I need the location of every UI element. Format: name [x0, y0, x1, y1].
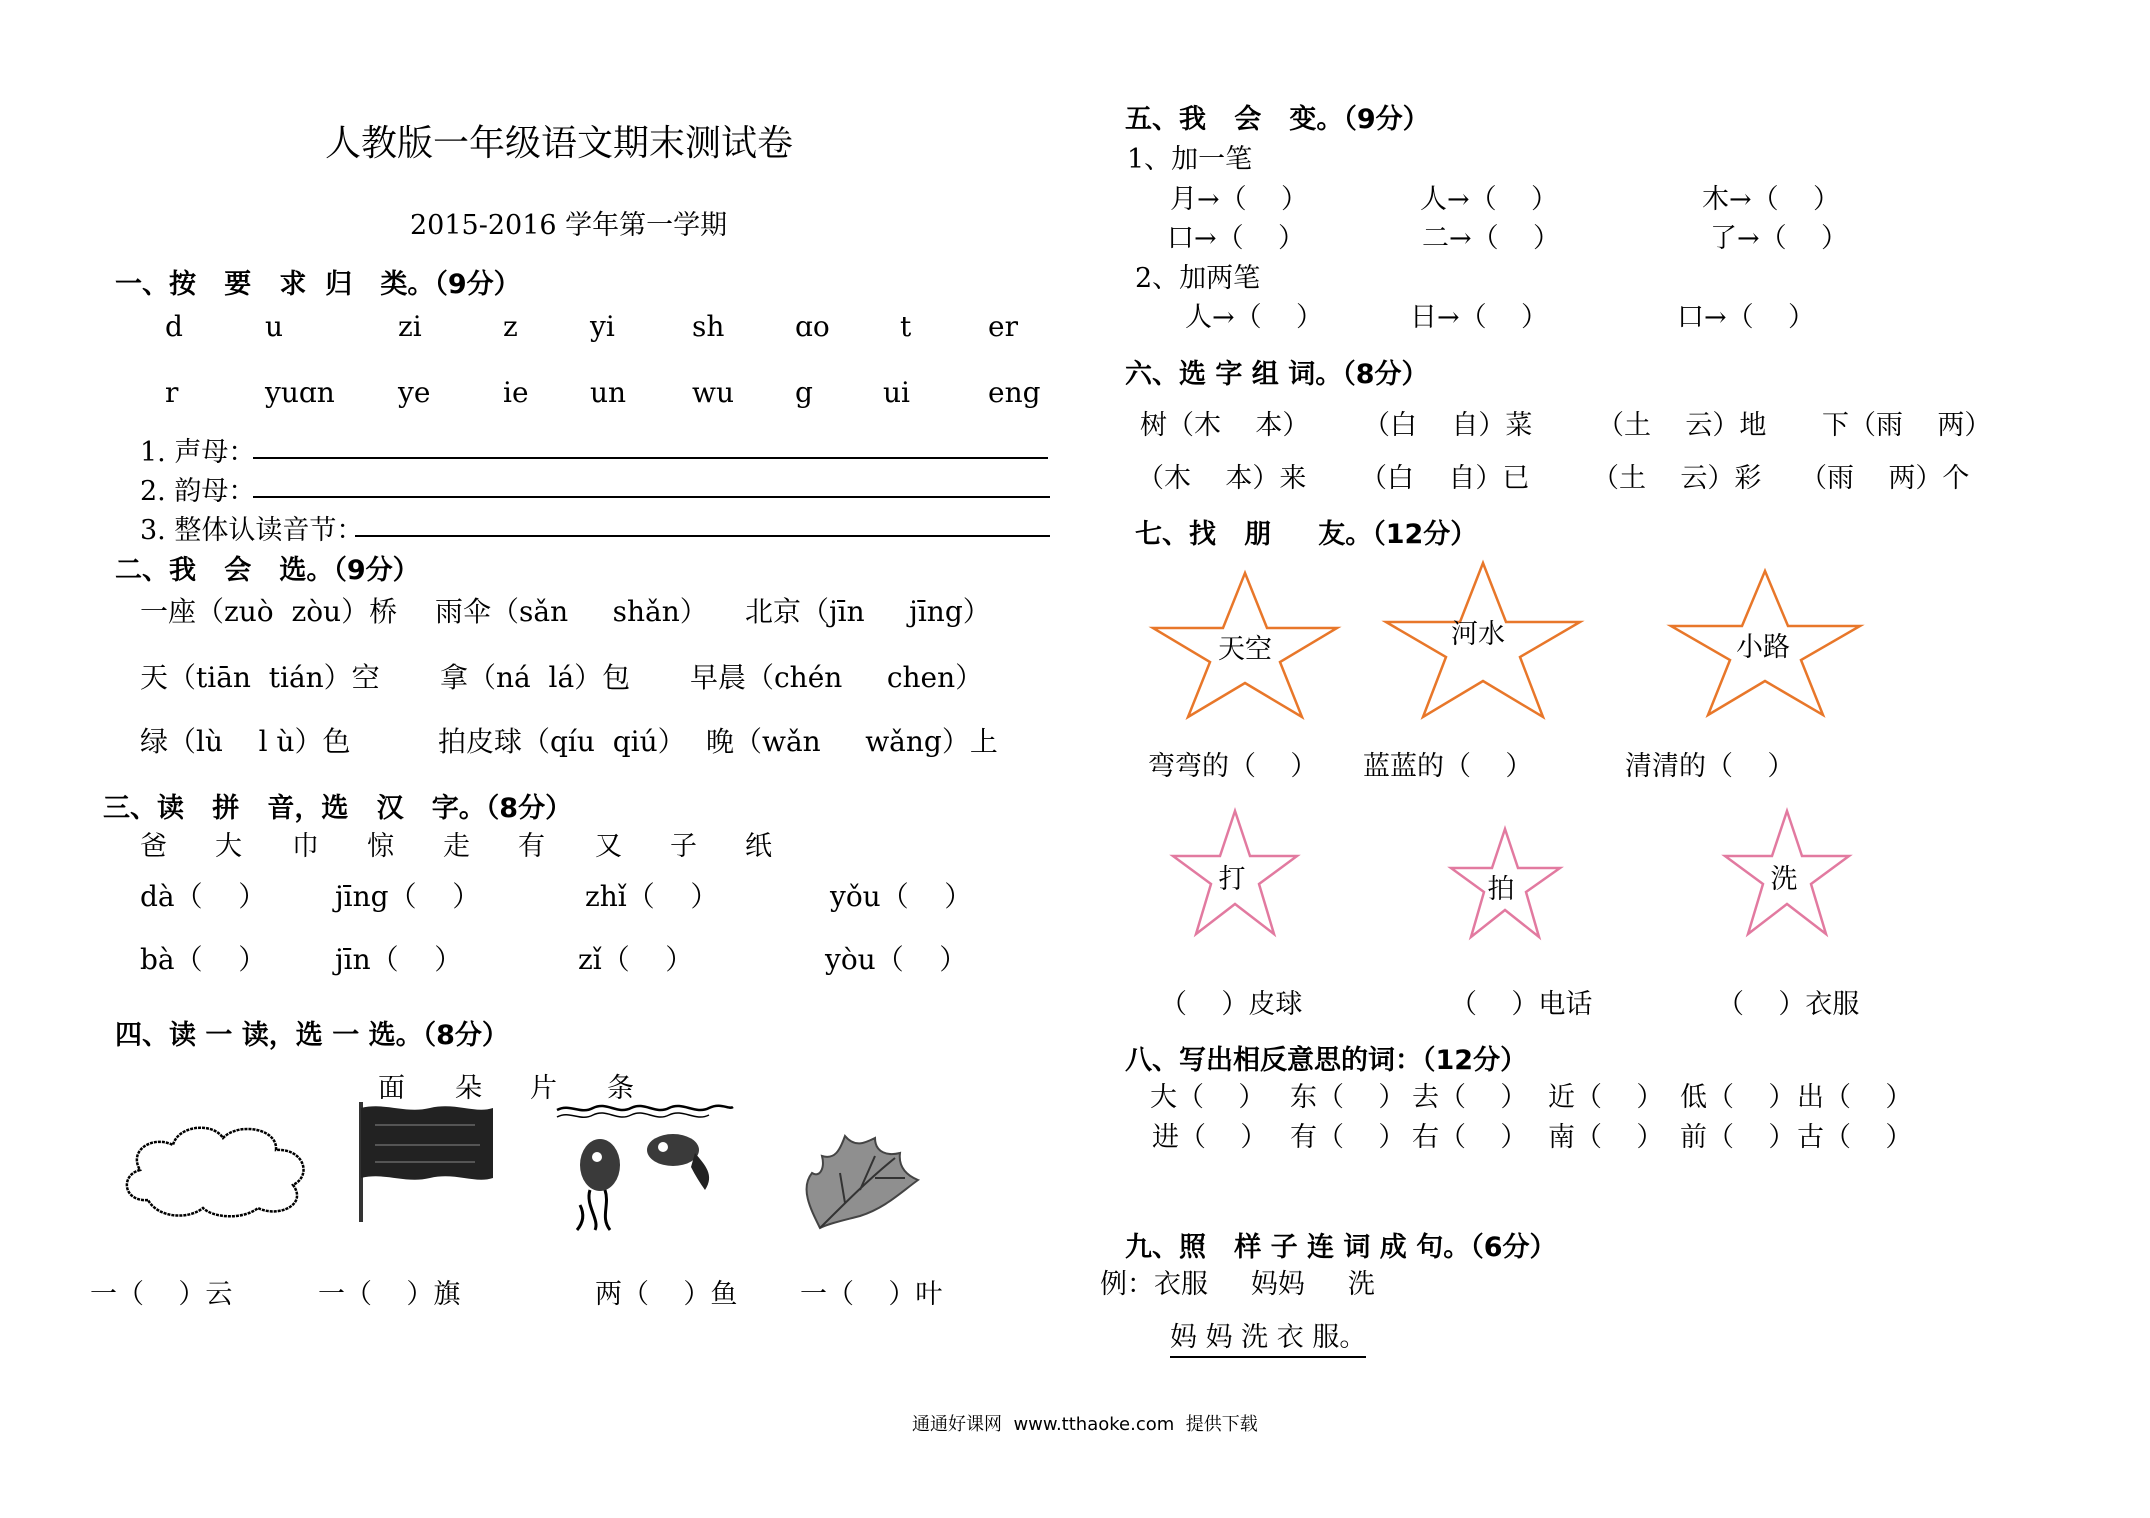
- stroke-blank[interactable]: 口→（ ）: [1167, 223, 1305, 254]
- pinyin-blank[interactable]: zǐ（ ）: [578, 943, 694, 976]
- star-pai[interactable]: [1448, 826, 1563, 941]
- pinyin-item: yi: [590, 310, 615, 343]
- pinyin-item: wu: [692, 376, 734, 409]
- bank-char: 子: [670, 831, 697, 862]
- star-xi[interactable]: [1722, 808, 1852, 938]
- pinyin-item: z: [503, 310, 518, 343]
- star-label: 打: [1218, 864, 1246, 895]
- stroke-blank[interactable]: 人→（ ）: [1420, 184, 1558, 215]
- stroke-blank[interactable]: 月→（ ）: [1170, 184, 1308, 215]
- choice-item[interactable]: 北京（jīn jīng）: [745, 595, 991, 628]
- pinyin-item: ɑo: [795, 310, 830, 343]
- antonym-blank[interactable]: 大（ ）: [1150, 1082, 1266, 1113]
- consonant-label: 1. 声母：: [140, 437, 256, 468]
- stroke-blank[interactable]: 二→（ ）: [1422, 223, 1560, 254]
- friend-phrase[interactable]: 蓝蓝的（ ）: [1363, 751, 1533, 782]
- page-subtitle: 2015-2016 学年第一学期: [410, 210, 728, 241]
- friend-phrase[interactable]: （ ）电话: [1450, 989, 1593, 1020]
- vowel-label: 2. 韵母：: [140, 476, 256, 507]
- choice-item[interactable]: 天（tiān tián）空: [140, 661, 380, 694]
- bank-char: 走: [443, 831, 470, 862]
- section-2-heading: 二、我 会 选。（9分）: [115, 555, 420, 586]
- star-xiaolu[interactable]: [1668, 568, 1863, 718]
- section-7-heading: 七、找 朋 友。（12分）: [1135, 519, 1478, 550]
- pinyin-item: u: [265, 310, 284, 343]
- stroke-blank[interactable]: 口→（ ）: [1677, 302, 1815, 333]
- antonym-blank[interactable]: 前（ ）: [1680, 1122, 1796, 1153]
- measure-word: 面: [378, 1073, 405, 1104]
- bank-char: 大: [215, 831, 242, 862]
- cloud-icon: [118, 1120, 313, 1220]
- leaf-icon: [800, 1128, 920, 1233]
- pinyin-blank[interactable]: bà（ ）: [140, 943, 267, 976]
- friend-phrase[interactable]: 弯弯的（ ）: [1148, 751, 1318, 782]
- choice-item[interactable]: 拍皮球（qíu qiú）: [438, 725, 686, 758]
- measure-word: 条: [607, 1073, 634, 1104]
- friend-phrase[interactable]: 清清的（ ）: [1625, 751, 1795, 782]
- pinyin-blank[interactable]: yǒu（ ）: [830, 880, 973, 913]
- section-4-heading: 四、读 一 读，选 一 选。（8分）: [115, 1020, 509, 1051]
- star-da[interactable]: [1170, 808, 1300, 938]
- syllable-answer-line[interactable]: [355, 535, 1050, 537]
- pinyin-item: ye: [398, 376, 431, 409]
- word-choice[interactable]: 下（雨 两）: [1822, 410, 1992, 441]
- pinyin-item: er: [988, 310, 1018, 343]
- star-label: 洗: [1770, 864, 1798, 895]
- pinyin-blank[interactable]: jīn（ ）: [335, 943, 463, 976]
- consonant-answer-line[interactable]: [253, 457, 1048, 459]
- word-choice[interactable]: （土 云）彩: [1592, 463, 1762, 494]
- antonym-blank[interactable]: 右（ ）: [1412, 1122, 1528, 1153]
- antonym-blank[interactable]: 南（ ）: [1548, 1122, 1664, 1153]
- section-6-heading: 六、选 字 组 词。（8分）: [1125, 359, 1429, 390]
- antonym-blank[interactable]: 古（ ）: [1797, 1122, 1913, 1153]
- word-choice[interactable]: （雨 两）个: [1800, 463, 1970, 494]
- stroke-blank[interactable]: 木→（ ）: [1702, 184, 1840, 215]
- pinyin-blank[interactable]: zhǐ（ ）: [585, 880, 719, 913]
- syllable-label: 3. 整体认读音节：: [140, 515, 364, 546]
- bank-char: 纸: [745, 831, 772, 862]
- bank-char: 又: [595, 831, 622, 862]
- pinyin-item: t: [900, 310, 912, 343]
- word-choice[interactable]: 树（木 本）: [1140, 410, 1310, 441]
- bank-char: 有: [518, 831, 545, 862]
- stroke-blank[interactable]: 了→（ ）: [1710, 223, 1848, 254]
- star-label: 河水: [1451, 619, 1505, 650]
- footer-credit: 通通好课网 www.tthaoke.com 提供下载: [912, 1414, 1258, 1435]
- pinyin-item: un: [590, 376, 627, 409]
- sentence-answer: 妈 妈 洗 衣 服。: [1170, 1315, 1366, 1358]
- bank-char: 惊: [367, 831, 394, 862]
- pinyin-item: g: [795, 376, 813, 409]
- pinyin-item: sh: [692, 310, 725, 343]
- star-label: 小路: [1736, 632, 1790, 663]
- star-label: 拍: [1487, 874, 1515, 905]
- fish-icon: [555, 1095, 735, 1235]
- pinyin-item: ui: [883, 376, 910, 409]
- measure-blank[interactable]: 一（ ）叶: [800, 1279, 943, 1310]
- star-heshui[interactable]: [1383, 560, 1583, 720]
- antonym-blank[interactable]: 有（ ）: [1290, 1122, 1406, 1153]
- measure-blank[interactable]: 两（ ）鱼: [595, 1279, 738, 1310]
- choice-item[interactable]: 早晨（chén chen）: [690, 661, 984, 694]
- measure-blank[interactable]: 一（ ）云: [90, 1279, 233, 1310]
- sentence-example: 例：衣服 妈妈 洗: [1100, 1269, 1375, 1300]
- page-title: 人教版一年级语文期末测试卷: [325, 123, 794, 164]
- add-two-strokes-label: 2、加两笔: [1135, 263, 1261, 294]
- pinyin-item: eng: [988, 376, 1041, 409]
- pinyin-item: r: [165, 376, 179, 409]
- section-1-heading: 一、按 要 求 归 类。（9分）: [115, 269, 521, 300]
- pinyin-blank[interactable]: dà（ ）: [140, 880, 267, 913]
- star-label: 天空: [1218, 634, 1272, 665]
- antonym-blank[interactable]: 去（ ）: [1412, 1082, 1528, 1113]
- stroke-blank[interactable]: 人→（ ）: [1185, 302, 1323, 333]
- pinyin-item: ie: [503, 376, 529, 409]
- word-choice[interactable]: （土 云）地: [1597, 410, 1767, 441]
- section-3-heading: 三、读 拼 音，选 汉 字。（8分）: [103, 793, 573, 824]
- choice-item[interactable]: 雨伞（sǎn shǎn）: [435, 595, 708, 628]
- pinyin-blank[interactable]: jīng（ ）: [335, 880, 481, 913]
- vowel-answer-line[interactable]: [253, 496, 1050, 498]
- antonym-blank[interactable]: 出（ ）: [1797, 1082, 1913, 1113]
- star-tiankong[interactable]: [1150, 570, 1340, 720]
- choice-item[interactable]: 绿（lù l ù）色: [140, 725, 351, 758]
- antonym-blank[interactable]: 低（ ）: [1680, 1082, 1796, 1113]
- antonym-blank[interactable]: 东（ ）: [1290, 1082, 1406, 1113]
- bank-char: 巾: [292, 831, 319, 862]
- section-9-heading: 九、照 样 子 连 词 成 句。（6分）: [1125, 1232, 1557, 1263]
- choice-item[interactable]: 拿（ná lá）包: [440, 661, 631, 694]
- choice-item[interactable]: 一座（zuò zòu）桥: [140, 595, 398, 628]
- word-choice[interactable]: （白 自）菜: [1363, 410, 1533, 441]
- pinyin-item: d: [165, 310, 183, 343]
- measure-word: 片: [530, 1073, 557, 1104]
- pinyin-blank[interactable]: yòu（ ）: [825, 943, 968, 976]
- pinyin-item: zi: [398, 310, 422, 343]
- choice-item[interactable]: 晚（wǎn wǎng）上: [706, 725, 998, 758]
- antonym-blank[interactable]: 进（ ）: [1152, 1122, 1268, 1153]
- stroke-blank[interactable]: 日→（ ）: [1410, 302, 1548, 333]
- pinyin-item: yuɑn: [265, 376, 335, 409]
- word-choice[interactable]: （白 自）已: [1360, 463, 1530, 494]
- section-8-heading: 八、写出相反意思的词：（12分）: [1125, 1045, 1528, 1076]
- friend-phrase[interactable]: （ ）衣服: [1717, 989, 1860, 1020]
- section-5-heading: 五、我 会 变。（9分）: [1125, 104, 1430, 135]
- antonym-blank[interactable]: 近（ ）: [1548, 1082, 1664, 1113]
- add-one-stroke-label: 1、加一笔: [1127, 144, 1253, 175]
- measure-word: 朵: [455, 1073, 482, 1104]
- measure-blank[interactable]: 一（ ）旗: [318, 1279, 461, 1310]
- bank-char: 爸: [140, 831, 167, 862]
- flag-icon: [355, 1100, 495, 1225]
- word-choice[interactable]: （木 本）来: [1137, 463, 1307, 494]
- friend-phrase[interactable]: （ ）皮球: [1160, 989, 1303, 1020]
